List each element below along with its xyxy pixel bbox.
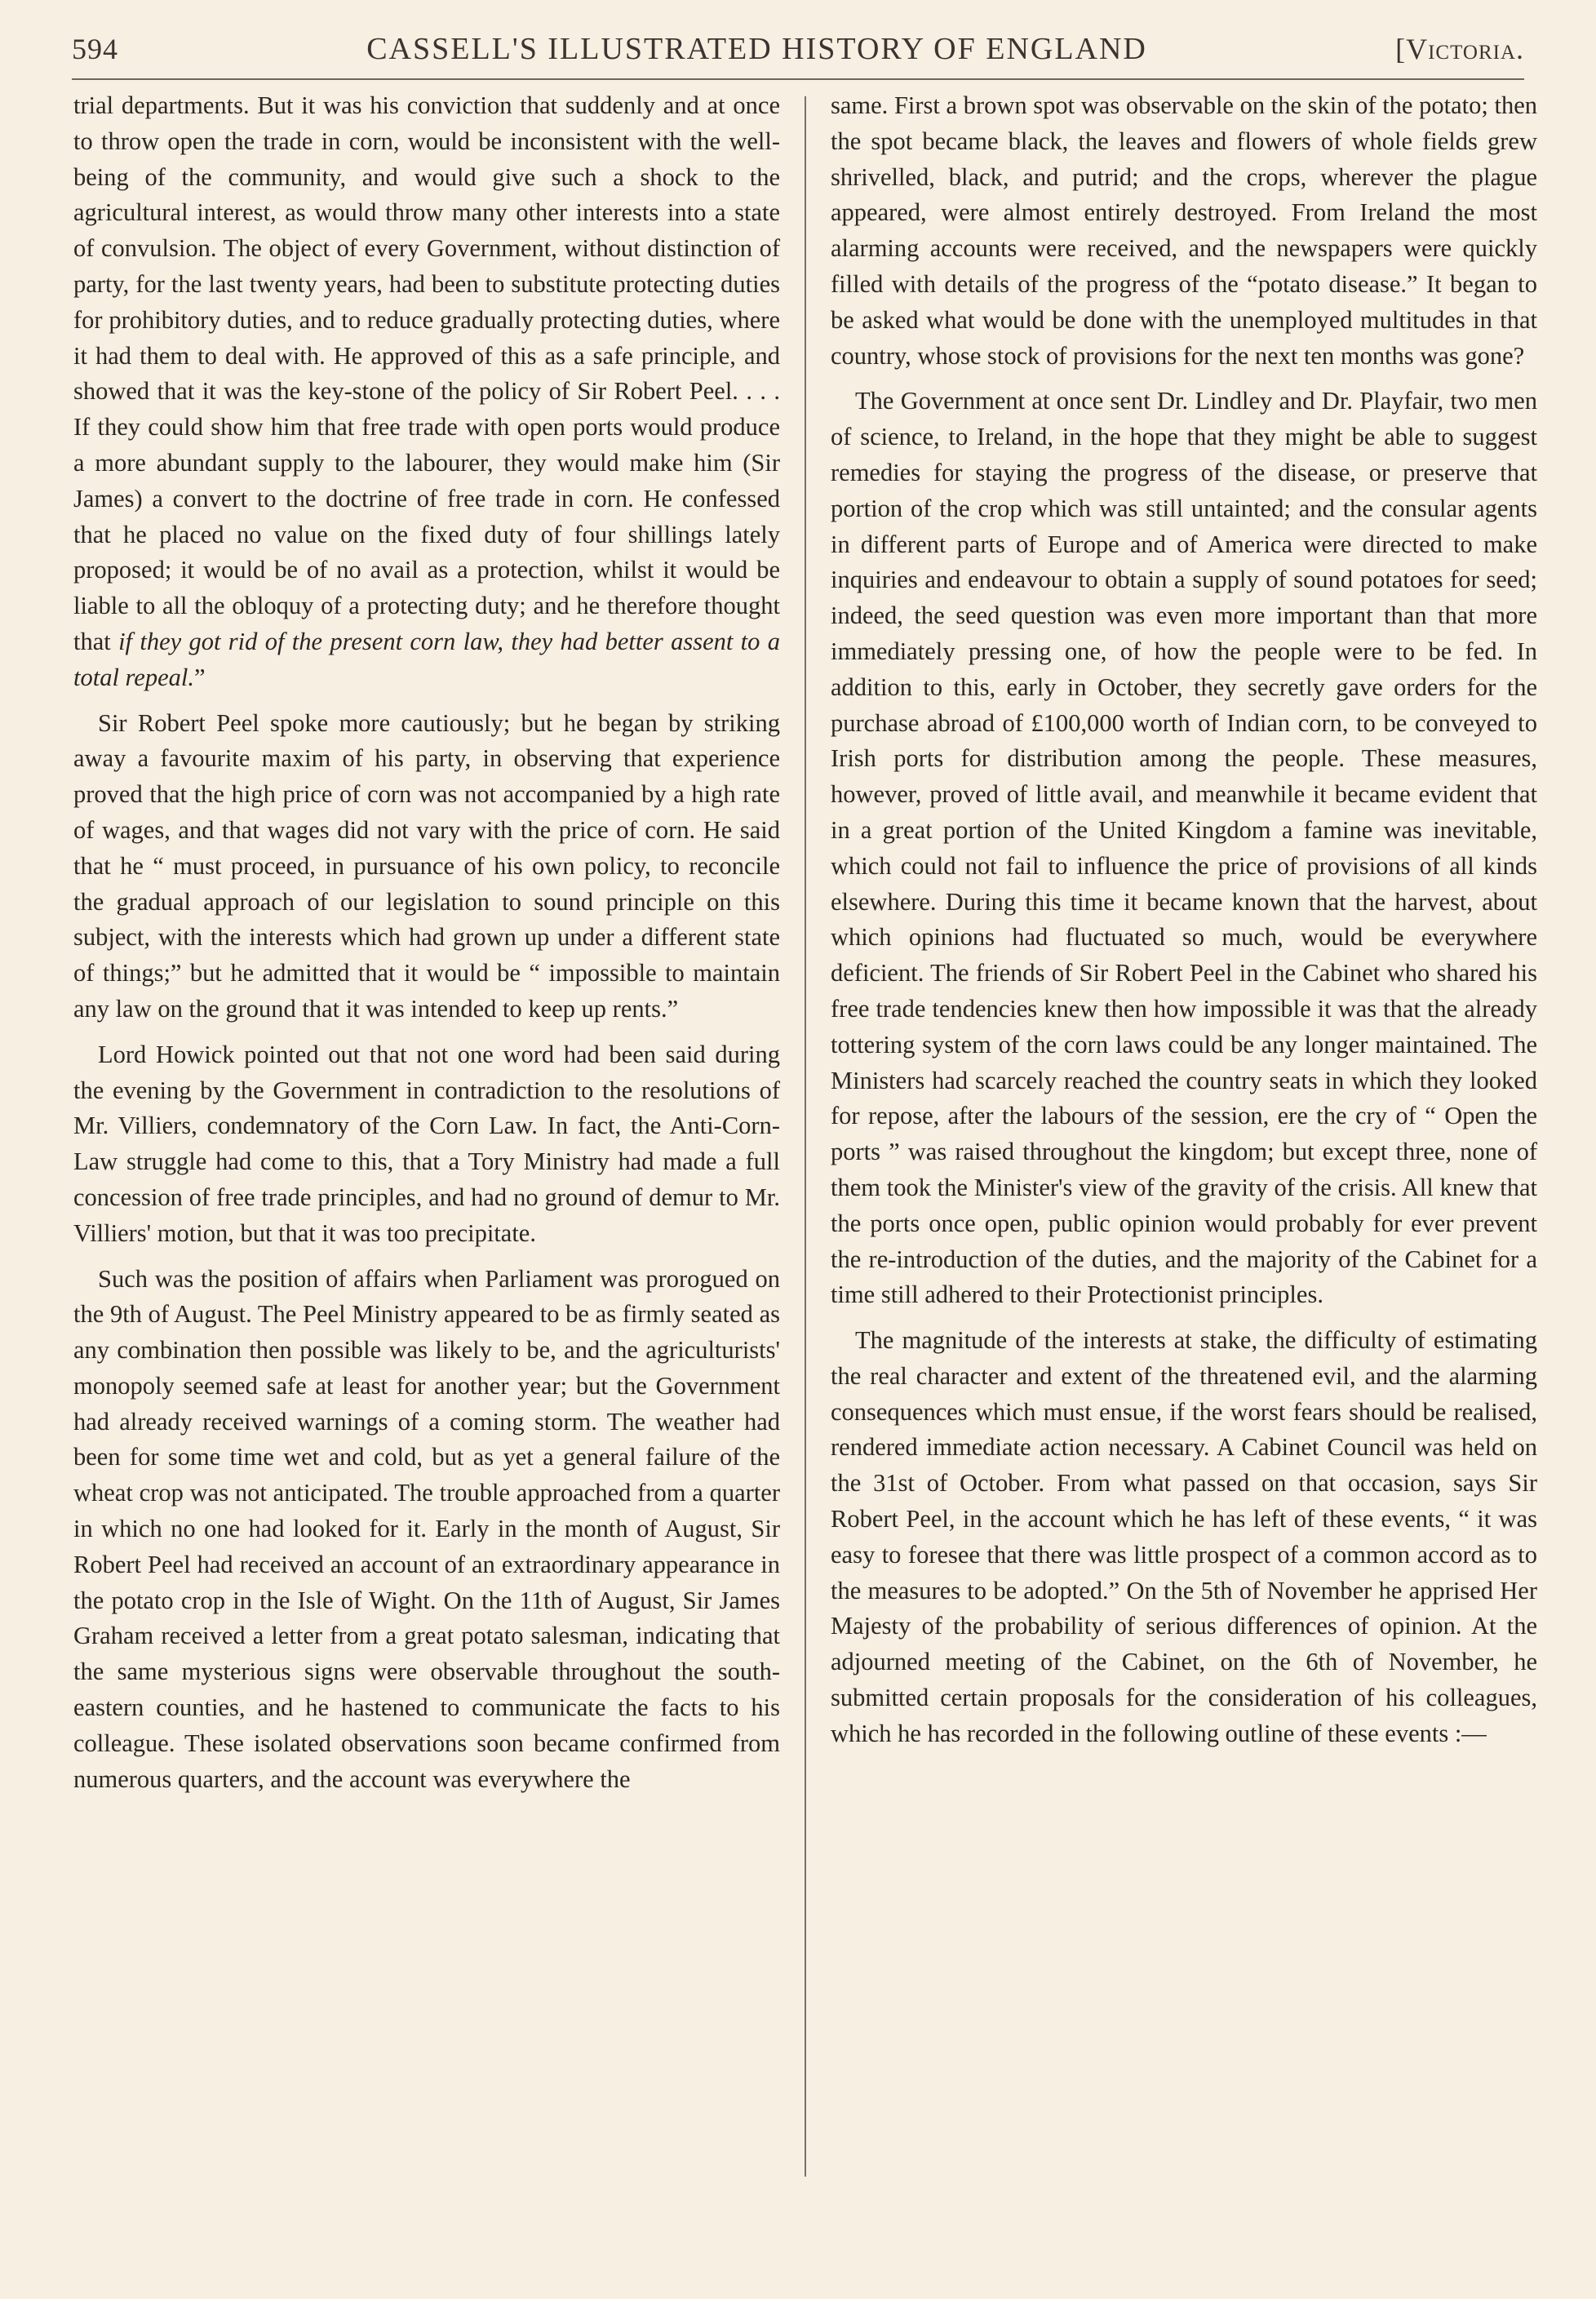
running-header xyxy=(72,24,1524,73)
left-paragraph-1 xyxy=(73,88,780,696)
right-paragraph-3: The magnitude of the interests at stake, the difficulty of estimating the real character and extent of the threatened evil, and the alarming consequences which must ensue, if the worst fears should be realised, rendered immediate action necessary. A Cabinet Council was held on the 31st of October. From what passed on that occasion, says Sir Robert Peel, in the account which he has left of these events, “ it was easy to foresee that there was little prospect of a common accord as to the measures to be adopted.” On the 5th of November he apprised Her Majesty of the probability of serious differences of opinion. At the adjourned meeting of the Cabinet, on the 6th of November, he submitted certain proposals for the consideration of his colleagues, which he has recorded in the following outline of these events :— xyxy=(831,1326,1537,1747)
right-paragraph-1: same. First a brown spot was observable on the skin of the potato; then the spot became black, the leaves and flowers of whole fields grew shrivelled, black, and putrid; and the crops, wherever the plague appeared, were almost entirely destroyed. From Ireland the most alarming accounts were received, and the newspapers were quickly filled with details of the progress of the “potato disease.” It began to be asked what would be done with the unemployed multitudes in that country, whose stock of provisions for the next ten months was gone? xyxy=(831,91,1537,370)
text-columns xyxy=(73,88,1537,2177)
right-column xyxy=(816,88,1537,2177)
page-number: 594 xyxy=(72,33,118,65)
left-paragraph-4: Such was the position of affairs when Parliament was prorogued on the 9th of August. The Peel Ministry appeared to be as firmly seated as any combination then possible was likely to be, and the agriculturists' monopoly seemed safe at least for another year; but the Government had already received warnings of a coming storm. The weather had been for some time wet and cold, but as yet a general failure of the wheat crop was not anticipated. The trouble approached from a quarter in which no one had looked for it. Early in the month of August, Sir Robert Peel had received an account of an extraordinary appearance in the potato crop in the Isle of Wight. On the 11th of August, Sir James Graham received a letter from a great potato salesman, indicating that the same mysterious signs were observable throughout the south-eastern counties, and he hastened to communicate the facts to his colleague. These isolated observations soon became confirmed from numerous quarters, and the account was everywhere the xyxy=(73,1264,780,1793)
header-rule xyxy=(72,78,1524,80)
right-paragraph-2: The Government at once sent Dr. Lindley and Dr. Playfair, two men of science, to Ireland, in the hope that they might be able to suggest remedies for staying the progress of the disease, or preserve that portion of the crop which was still untainted; and the consular agents in different parts of Europe and of America were directed to make inquiries and endeavour to obtain a supply of sound potatoes for seed; indeed, the seed question was even more important than that more immediately pressing one, of how the people were to be fed. In addition to this, early in October, they secretly gave orders for the purchase abroad of £100,000 worth of Indian corn, to be conveyed to Irish ports for distribution among the people. These measures, however, proved of little avail, and meanwhile it became evident that in a great portion of the United Kingdom a famine was inevitable, which could not fail to influence the price of provisions of all kinds elsewhere. During this time it became known that the harvest, about which opinions had fluctuated so much, would be everywhere deficient. The friends of Sir Robert Peel in the Cabinet who shared his free trade tendencies knew then how impossible it was that the already tottering system of the corn laws could be any longer maintained. The Ministers had scarcely reached the country seats in which they looked for repose, after the labours of the session, ere the cry of “ Open the ports ” was raised throughout the kingdom; but except three, none of them took the Minister's view of the gravity of the crisis. All knew that the ports once open, public opinion would probably for ever prevent the re-introduction of the duties, and the majority of the Cabinet for a time still adhered to their Protectionist principles. xyxy=(831,387,1537,1309)
left-p1-text: trial departments. But it was his conviction that suddenly and at once to throw open the trade in corn, would be inconsistent with the well-being of the community, and would give such a shock to the agricultural interest, as would throw many other interests into a state of convulsion. The object of every Government, without distinction of party, for the last twenty years, had been to substitute protecting duties for prohibitory duties, and to reduce gradually protecting duties, where it had them to deal with. He approved of this as a safe principle, and showed that it was the key-stone of the policy of Sir Robert Peel. . . . If they could show him that free trade with open ports would produce a more abundant supply to the labourer, they would make him (Sir James) a convert to the doctrine of free trade in corn. He confessed that he placed no value on the fixed duty of four shillings lately proposed; it would be of no avail as a protection, whilst it would be liable to all the obloquy of a protecting duty; and he therefore thought that xyxy=(73,91,780,655)
book-title: CASSELL'S ILLUSTRATED HISTORY OF ENGLAND xyxy=(366,32,1147,66)
column-divider xyxy=(805,96,806,2177)
left-column xyxy=(73,88,795,2177)
left-paragraph-2: Sir Robert Peel spoke more cautiously; but he began by striking away a favourite maxim of his party, in observing that experience proved that the high price of corn was not accompanied by a high rate of wages, and that wages did not vary with the price of corn. He said that he “ must proceed, in pursuance of his own policy, to reconcile the gradual approach of our legislation to sound principle on this subject, with the interests which had grown up under a different state of things;” but he admitted that it would be “ impossible to maintain any law on the ground that it was intended to keep up rents.” xyxy=(73,708,780,1023)
left-paragraph-3: Lord Howick pointed out that not one word had been said during the evening by the Government in contradiction to the resolutions of Mr. Villiers, condemnatory of the Corn Law. In fact, the Anti-Corn-Law struggle had come to this, that a Tory Ministry had made a full concession of free trade principles, and had no ground of demur to Mr. Villiers' motion, but that it was too precipitate. xyxy=(73,1040,780,1247)
left-p1-closing-quote: ” xyxy=(193,663,206,691)
left-p1-italic: if they got rid of the present corn law, they had better assent to a total repeal. xyxy=(73,627,780,691)
section-label: [Victoria. xyxy=(1395,33,1524,65)
